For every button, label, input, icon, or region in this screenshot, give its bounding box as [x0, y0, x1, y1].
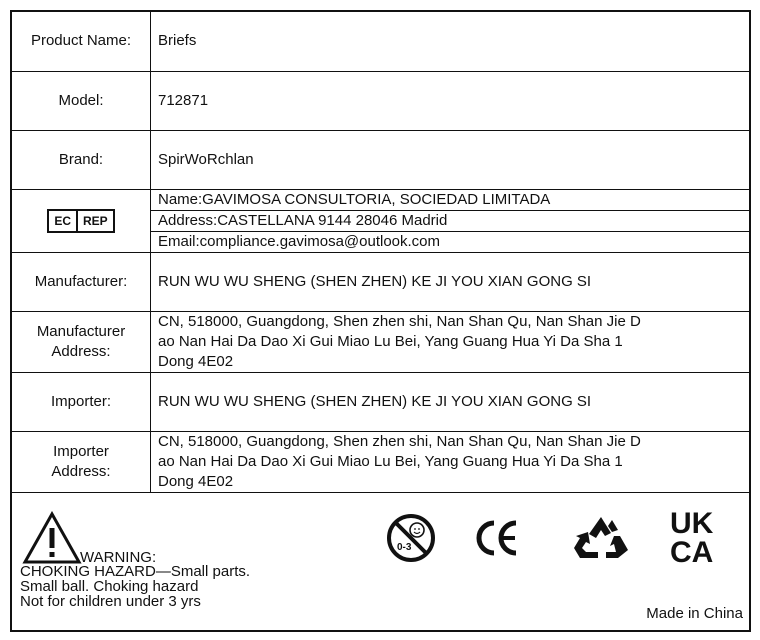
recycle-icon — [572, 514, 630, 562]
ukca-bottom-text: CA — [670, 536, 714, 564]
warning-line3: Not for children under 3 yrs — [20, 593, 201, 610]
rep-badge-label: REP — [82, 213, 108, 228]
ec-rep-email: Email:compliance.gavimosa@outlook.com — [151, 231, 750, 252]
ec-rep-badge — [47, 209, 114, 233]
model-value: 712871 — [151, 71, 750, 130]
importer-address-line1: CN, 518000, Guangdong, Shen zhen shi, Nan Shan Qu, Nan Shan Jie D — [158, 432, 641, 450]
warning-text — [20, 549, 250, 609]
manufacturer-value: RUN WU WU SHENG (SHEN ZHEN) KE JI YOU XIAN GONG SI — [151, 252, 750, 311]
manufacturer-address-key-line2: Address: — [51, 342, 111, 360]
table-row — [12, 189, 749, 210]
importer-address-key — [12, 431, 151, 492]
symbols-area — [12, 492, 749, 630]
product-label — [10, 10, 751, 632]
ce-mark-icon — [474, 518, 522, 558]
importer-address-line2: ao Nan Hai Da Dao Xi Gui Miao Lu Bei, Yang Guang Hua Yi Da Sha 1 — [158, 452, 623, 470]
manufacturer-address-line3: Dong 4E02 — [158, 352, 234, 370]
importer-address-line3: Dong 4E02 — [158, 472, 234, 490]
table-row — [12, 431, 749, 492]
ukca-mark-icon — [668, 508, 732, 564]
manufacturer-address-key-line1: Manufacturer — [36, 322, 126, 340]
ec-badge-label: EC — [49, 211, 78, 231]
manufacturer-address-line2: ao Nan Hai Da Dao Xi Gui Miao Lu Bei, Yang Guang Hua Yi Da Sha 1 — [158, 332, 623, 350]
ec-rep-name: Name:GAVIMOSA CONSULTORIA, SOCIEDAD LIMITADA — [151, 189, 750, 210]
importer-value: RUN WU WU SHENG (SHEN ZHEN) KE JI YOU XIAN GONG SI — [151, 372, 750, 431]
table-row — [12, 311, 749, 372]
importer-address-value — [151, 431, 750, 492]
importer-key: Importer: — [12, 372, 151, 431]
importer-address-key-line1: Importer — [53, 442, 109, 460]
table-row — [12, 12, 749, 71]
made-in-label: Made in China — [646, 605, 743, 622]
not-for-0-3-icon — [384, 514, 438, 562]
table-row — [12, 130, 749, 189]
importer-address-key-line2: Address: — [51, 462, 111, 480]
warning-title: WARNING: — [80, 549, 157, 566]
brand-value: SpirWoRchlan — [151, 130, 750, 189]
ec-rep-cell — [12, 189, 151, 252]
table-row — [12, 372, 749, 431]
warning-line1: CHOKING HAZARD—Small parts. — [20, 563, 251, 580]
spec-table — [12, 12, 749, 493]
table-row — [12, 252, 749, 311]
ec-rep-address: Address:CASTELLANA 9144 28046 Madrid — [151, 210, 750, 231]
manufacturer-address-value — [151, 311, 750, 372]
brand-key: Brand: — [12, 130, 151, 189]
product-name-key: Product Name: — [12, 12, 151, 71]
manufacturer-key: Manufacturer: — [12, 252, 151, 311]
model-key: Model: — [12, 71, 151, 130]
table-row — [12, 71, 749, 130]
manufacturer-address-line1: CN, 518000, Guangdong, Shen zhen shi, Nan Shan Qu, Nan Shan Jie D — [158, 312, 641, 330]
product-name-value: Briefs — [151, 12, 750, 71]
age-label: 0-3 — [397, 542, 412, 553]
warning-line2: Small ball. Choking hazard — [20, 578, 199, 595]
ukca-top-text: UK — [670, 508, 714, 540]
manufacturer-address-key — [12, 311, 151, 372]
